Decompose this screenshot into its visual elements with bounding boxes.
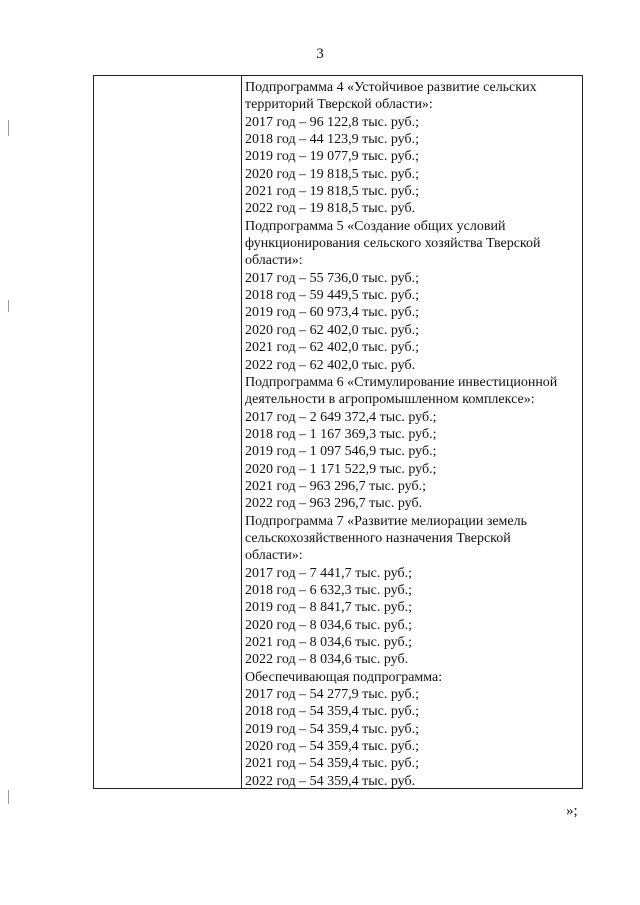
funding-line: 2022 год – 8 034,6 тыс. руб.	[245, 652, 409, 668]
funding-line: 2017 год – 55 736,0 тыс. руб.;	[245, 270, 419, 286]
funding-line: 2020 год – 1 171 522,9 тыс. руб.;	[245, 461, 437, 477]
funding-line: Подпрограмма 7 «Развитие мелиорации земель	[245, 513, 528, 529]
program-table	[93, 75, 583, 789]
page-number: 3	[316, 46, 324, 62]
funding-line: Подпрограмма 4 «Устойчивое развитие сельских	[245, 80, 537, 95]
funding-line: 2020 год – 19 818,5 тыс. руб.;	[245, 166, 419, 182]
funding-line: деятельности в агропромышленном комплексе»:	[245, 392, 535, 408]
funding-line: 2021 год – 54 359,4 тыс. руб.;	[245, 756, 419, 772]
funding-line: 2020 год – 8 034,6 тыс. руб.;	[245, 617, 412, 633]
closing-quote: »;	[566, 803, 578, 819]
funding-line: сельскохозяйственного назначения Тверской	[245, 530, 511, 546]
funding-line: 2017 год – 96 122,8 тыс. руб.;	[245, 114, 419, 130]
column-divider	[241, 76, 242, 788]
funding-line: 2019 год – 1 097 546,9 тыс. руб.;	[245, 444, 437, 460]
funding-line: 2022 год – 963 296,7 тыс. руб.	[245, 496, 423, 512]
funding-line: области»:	[245, 253, 303, 269]
funding-line: области»:	[245, 548, 303, 564]
funding-line: 2021 год – 8 034,6 тыс. руб.;	[245, 635, 412, 650]
funding-line: 2019 год – 19 077,9 тыс. руб.;	[245, 149, 419, 165]
funding-line: Обеспечивающая подпрограмма:	[245, 669, 443, 685]
funding-line: 2018 год – 54 359,4 тыс. руб.;	[245, 704, 419, 720]
funding-line: 2019 год – 8 841,7 тыс. руб.;	[245, 600, 412, 616]
funding-cell	[245, 79, 576, 790]
funding-line: 2017 год – 2 649 372,4 тыс. руб.;	[245, 409, 437, 425]
funding-line: 2020 год – 62 402,0 тыс. руб.;	[245, 322, 419, 338]
funding-line: 2022 год – 19 818,5 тыс. руб.	[245, 201, 416, 217]
funding-line: 2017 год – 54 277,9 тыс. руб.;	[245, 687, 419, 703]
funding-line: 2018 год – 6 632,3 тыс. руб.;	[245, 582, 412, 598]
scan-mark	[8, 300, 9, 312]
scan-mark	[8, 120, 9, 136]
funding-line: 2021 год – 62 402,0 тыс. руб.;	[245, 340, 419, 356]
funding-line: Подпрограмма 6 «Стимулирование инвестиционной	[245, 374, 558, 390]
funding-line: 2018 год – 59 449,5 тыс. руб.;	[245, 288, 419, 304]
funding-line: 2020 год – 54 359,4 тыс. руб.;	[245, 739, 419, 755]
funding-line: 2022 год – 54 359,4 тыс. руб.	[245, 773, 416, 789]
funding-line: функционирования сельского хозяйства Тверской	[245, 236, 541, 252]
funding-line: 2022 год – 62 402,0 тыс. руб.	[245, 357, 416, 373]
funding-line: 2021 год – 963 296,7 тыс. руб.;	[245, 478, 426, 494]
scan-mark	[8, 790, 9, 804]
funding-line: 2018 год – 1 167 369,3 тыс. руб.;	[245, 426, 437, 442]
funding-line: 2018 год – 44 123,9 тыс. руб.;	[245, 132, 419, 148]
funding-line: Подпрограмма 5 «Создание общих условий	[245, 218, 506, 234]
funding-line: 2019 год – 60 973,4 тыс. руб.;	[245, 305, 419, 321]
funding-line: территорий Тверской области»:	[245, 97, 433, 113]
funding-line: 2017 год – 7 441,7 тыс. руб.;	[245, 565, 412, 581]
funding-line: 2019 год – 54 359,4 тыс. руб.;	[245, 721, 419, 737]
funding-line: 2021 год – 19 818,5 тыс. руб.;	[245, 184, 419, 200]
